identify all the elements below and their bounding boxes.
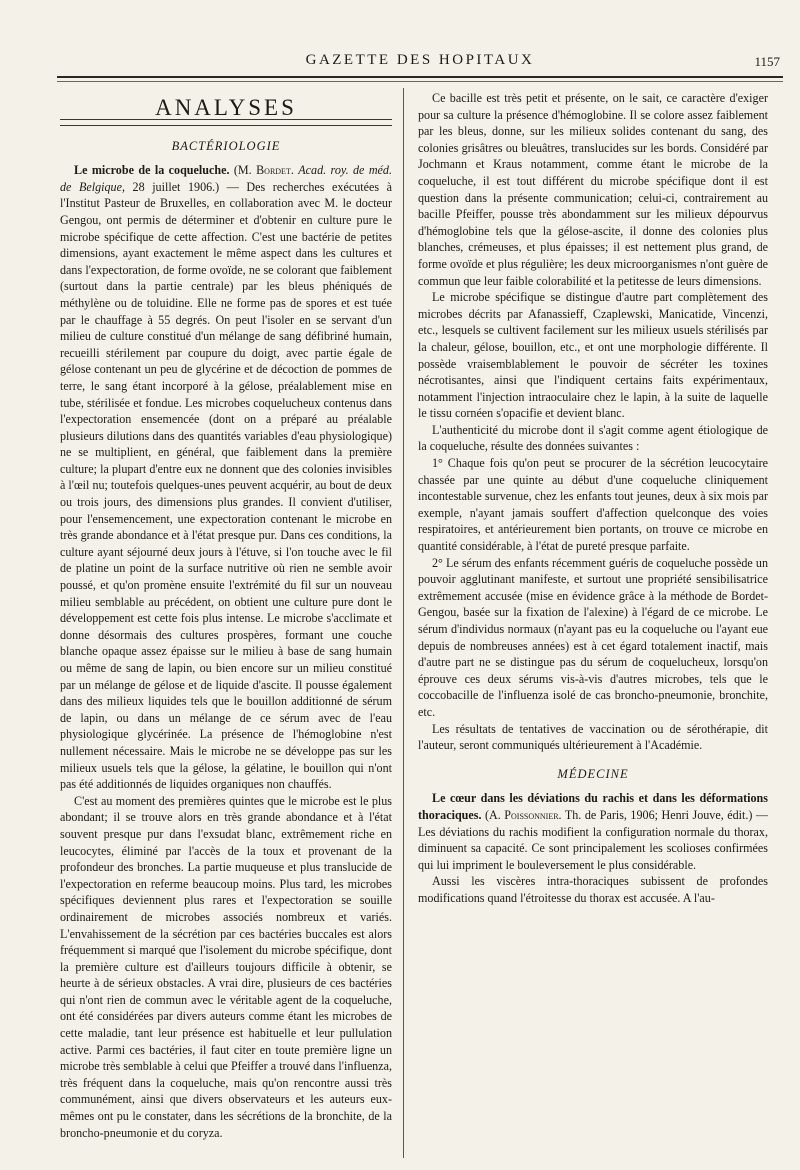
article-body-text: Th. de Paris, 1906; Henri Jouve, édit.) — Les déviations du rachis modifient la configuration normale du thorax, diminuent sa capacité. Ce sont principalement les scolioses confirmées qui lui impriment le bouleversement le plus considérable.	[418, 807, 768, 872]
page-number: 1157	[754, 54, 780, 69]
left-column	[60, 96, 392, 1141]
subsection-heading-medecine: MÉDECINE	[557, 766, 629, 781]
column-divider	[403, 88, 404, 1158]
paragraph: Ce bacille est très petit et présente, on le sait, ce caractère d'exiger pour sa culture la présence d'hémoglobine. Il se colore assez faiblement par les bleus, donne, sur les milieux solides contenant du sang, des colonies grisâtres ou bleuâtres, translucides sur les bords. Considéré par Jochmann et Kraus notamment, comme étant le microbe de la coqueluche, il est tout différent du microbe spécifique dont il est question dans la présente communication; celui-ci, contrairement au bacille Pfeiffer, pousse très abondamment sur les milieux dépourvus d'hémoglobine tels que la gélose-ascite, il donne des colonies plus blanches, crémeuses, et plus épaisses; il est nettement plus grand, de forme ovoïde et plus régulière; les deux microorganismes n'ont guère de commun que leur faible colorabilité et la petitesse de leurs dimensions.	[418, 91, 768, 288]
article-citation-author: (A. Poissonnier.	[485, 807, 562, 822]
article-title: Le cœur dans les déviations du rachis et dans les déformations thoraciques.	[418, 791, 768, 822]
paragraph: Le microbe spécifique se distingue d'autre part complètement des microbes décrits par Afanassieff, Czaplewski, Manicatide, Vincenzi, etc., lesquels se cultivent facilement sur les milieux usuels stérilisés par la chaleur, gélose, bouillon, etc., et ont une morphologie différente. Il possède vraisemblablement le pouvoir de sécréter les toxines nécrotisantes, ainsi que l'indiquent certains faits expérimentaux, notamment l'injection intraoculaire chez le lapin, à la suite de laquelle le tissu cornéen s'opacifie et devient blanc.	[418, 290, 768, 421]
section-heading-text: ANALYSES	[155, 95, 297, 120]
section-heading	[60, 95, 392, 126]
article-lead-paragraph	[60, 162, 392, 793]
article-title: Le microbe de la coqueluche.	[74, 163, 230, 178]
right-column	[418, 90, 768, 907]
paragraph: Aussi les viscères intra-thoraciques subissent de profondes modifications quand l'étroitesse du thorax est accusée. A l'au-	[418, 874, 768, 905]
article-citation-author: (M. Bordet.	[233, 163, 294, 178]
article-citation-source: Acad. roy. de méd. de Belgique,	[60, 163, 392, 194]
running-head	[60, 52, 780, 72]
paragraph: L'authenticité du microbe dont il s'agit comme agent étiologique de la coqueluche, résulte des données suivantes :	[418, 422, 768, 454]
article-lead-paragraph	[418, 790, 768, 873]
paragraph: C'est au moment des premières quintes que le microbe est le plus abondant; il se trouve alors en très grande abondance et à l'état souvent presque pur dans l'exsudat blanc, extrêmement riche en leucocytes, éliminé par l'accès de la toux et provenant de la profondeur des bronches. La partie muqueuse et plus translucide de l'expectoration en referme beaucoup moins. Plus tard, les microbes spécifiques deviennent plus rares et l'expectoration se souille ordinairement de microbes associés nombreux et variés. L'envahissement de la sécrétion par ces bactéries buccales est alors fréquemment si marqué que l'isolement du microbe spécifique, dont la première culture est d'ailleurs toujours difficile à obtenir, se heurte à de sérieux obstacles. A vrai dire, plusieurs de ces bactéries qui n'ont rien de commun avec le véritable agent de la coqueluche, ont été considérées par divers auteurs comme étant les microbes de cette maladie, tant leur présence est habituelle et leur pullulation active. Parmi ces bactéries, il faut citer en toute première ligne un microbe très semblable à celui que Pfeiffer a trouvé dans l'influenza, très fréquent dans la coqueluche, mais qu'on rencontre aussi très communément, ainsi que divers observateurs et les auteurs eux-mêmes ont pu le constater, dans les sécrétions de la bronchite, de la broncho-pneumonie et du coryza.	[60, 793, 392, 1140]
paragraph: 1° Chaque fois qu'on peut se procurer de la sécrétion leucocytaire chassée par une quinte au début d'une coqueluche cliniquement incontestable survenue, chez les enfants tout jeunes, deux à six mois par exemple, n'ayant jamais souffert d'affection quelconque des voies respiratoires, et antérieurement bien portants, on trouve ce microbe en quantité considérable, à l'état de pureté presque parfaite.	[418, 456, 768, 554]
paragraph: Les résultats de tentatives de vaccination ou de sérothérapie, dit l'auteur, seront communiqués ultérieurement à l'Académie.	[418, 721, 768, 753]
header-rule-thin	[57, 81, 783, 82]
subsection-heading-bacteriologie: BACTÉRIOLOGIE	[171, 138, 281, 153]
journal-title: GAZETTE DES HOPITAUX	[305, 52, 535, 68]
article-body-text: 28 juillet 1906.) — Des recherches exécutées à l'Institut Pasteur de Bruxelles, en collaboration avec M. le docteur Gengou, ont permis de déterminer et d'obtenir en culture pure le microbe spécifique de cette affection. C'est une bactérie de petites dimensions, ayant exactement le même aspect dans les cultures et dans l'expectoration, de forme ovoïde, ne se colorant que faiblement (surtout dans la partie centrale) par les bleus phéniqués de méthylène ou de toluidine. Elle ne forme pas de spores et est tuée par le chauffage à 55 degrés. On peut l'isoler en se servant d'un milieu de culture constitué d'un mélange de sang défibriné humain, recueilli stérilement par coupure du doigt, avec partie égale de gélose contenant un peu de glycérine et de décoction de pommes de terre, le sang étant incorporé à la gélose, préalablement mise en tube, stérilisée et fondue. Les microbes coquelucheux contenus dans l'expectoration ensemencée (dont on a préparé au préalable plusieurs dilutions dans des quantités variables d'eau physiologique) ne se multiplient, en général, que faiblement dans la première culture; la plupart d'entre eux ne donnent que des colonies invisibles à l'œil nu; toutefois quelques-unes peuvent acquérir, au bout de deux ou trois jours, des dimensions plus grandes. Il convient d'utiliser, pour l'ensemencement, une expectoration contenant le microbe en très grande abondance et à l'état presque pur. Dans ces conditions, la culture ayant séjourné deux jours à l'étuve, si l'on touche avec le fil de platine un point de la surface nutritive où rien ne semble avoir poussé, et qu'on promène ensuite l'extrémité du fil sur un nouveau milieu semblable au précédent, on obtient une culture pure dont le développement est cette fois plus intense. Le microbe s'acclimate et donne désormais des cultures prospères, formant une couche blanche opaque assez épaisse sur le milieu à base de sang humain ou même de sang de lapin, ou bien encore sur un milieu constitué par un mélange de gélose et de liquide d'ascite. Il pousse également dans des milieux liquides tels que le bouillon additionné de sérum de lapin, ou dans un mélange de ce sérum avec de l'eau physiologique glycérinée. La présence de l'hémoglobine n'est nullement nécessaire. Mais le microbe ne se développe pas sur les milieux usuels tels que la gélose, la gélatine, le bouillon qui n'ont pas été additionnés de liquides organiques non chauffés.	[60, 179, 392, 792]
paragraph: 2° Le sérum des enfants récemment guéris de coqueluche possède un pouvoir agglutinant manifeste, et surtout une propriété sensibilisatrice extrêmement accusée (mise en évidence grâce à la méthode de Bordet-Gengou, basée sur la fixation de l'alexine) à l'égard de ce microbe. Le sérum d'individus normaux (n'ayant pas eu la coqueluche ou l'ayant eue depuis de nombreuses années) est à cet égard totalement inactif, mais d'autre part ne se distingue pas du sérum de coquelucheux, lorsqu'on éprouve ces deux sérums vis-à-vis d'autres microbes, tels que le coccobacille de l'influenza isolé de cas broncho-pneumonie, bronchite, etc.	[418, 555, 768, 719]
header-rule	[57, 76, 783, 78]
